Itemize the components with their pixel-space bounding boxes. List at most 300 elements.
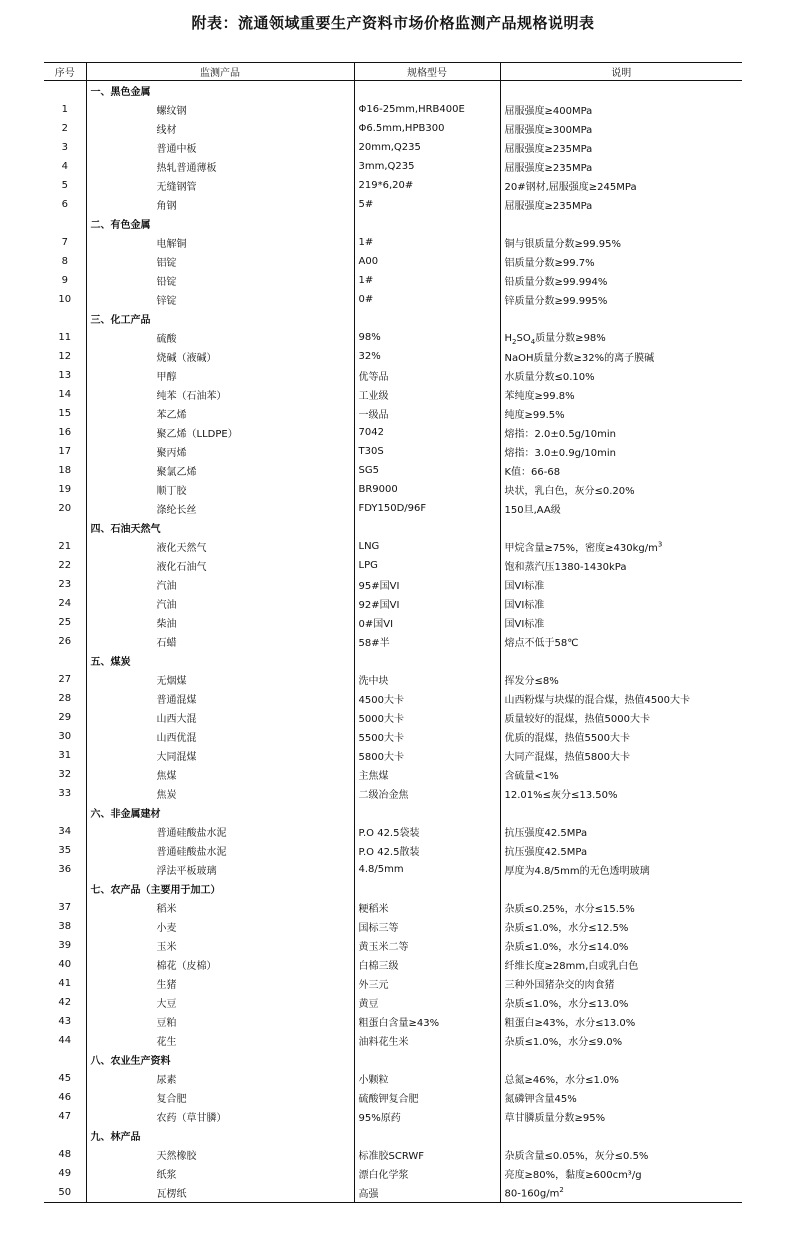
row-seq: 10 <box>58 294 72 305</box>
category-seq-cell <box>44 1050 86 1069</box>
row-product: 纯苯（石油苯） <box>86 385 354 404</box>
row-spec: 硫酸钾复合肥 <box>354 1088 500 1107</box>
table-row <box>44 328 742 347</box>
desc-text: 水质量分数≤0.10% <box>504 372 595 383</box>
row-seq: 8 <box>61 256 68 267</box>
desc-text: K值：66-68 <box>504 467 561 478</box>
category-desc-cell <box>500 81 742 101</box>
row-spec: 粗蛋白含量≥43% <box>354 1012 500 1031</box>
row-spec: 二级冶金焦 <box>354 784 500 803</box>
category-label: 五、煤炭 <box>86 651 354 670</box>
row-desc <box>500 537 742 556</box>
desc-text: 杂质≤1.0%，水分≤9.0% <box>504 1037 623 1048</box>
row-product: 小麦 <box>86 917 354 936</box>
row-seq: 27 <box>58 674 72 685</box>
desc-text: 含硫量<1% <box>504 771 559 782</box>
category-spec-cell <box>354 651 500 670</box>
row-seq: 7 <box>61 237 68 248</box>
row-seq: 18 <box>58 465 72 476</box>
row-spec: 98% <box>354 328 500 347</box>
table-header-row <box>44 63 742 81</box>
category-spec-cell <box>354 803 500 822</box>
desc-text: 挥发分≤8% <box>504 676 559 687</box>
row-desc <box>500 499 742 518</box>
row-desc <box>500 575 742 594</box>
row-spec: 油料花生米 <box>354 1031 500 1050</box>
row-desc <box>500 1183 742 1203</box>
row-desc <box>500 252 742 271</box>
desc-text: 熔点不低于58℃ <box>504 638 579 649</box>
desc-text: 杂质≤1.0%，水分≤14.0% <box>504 942 629 953</box>
row-spec: SG5 <box>354 461 500 480</box>
row-desc <box>500 176 742 195</box>
row-spec: Φ6.5mm,HPB300 <box>354 119 500 138</box>
category-desc-cell <box>500 518 742 537</box>
row-product: 豆粕 <box>86 1012 354 1031</box>
table-row <box>44 1069 742 1088</box>
category-label: 四、石油天然气 <box>86 518 354 537</box>
table-row <box>44 271 742 290</box>
row-seq: 2 <box>61 123 68 134</box>
table-body <box>44 81 742 1203</box>
row-seq: 42 <box>58 997 72 1008</box>
desc-text: 铜与银质量分数≥99.95% <box>504 239 622 250</box>
row-product: 稻米 <box>86 898 354 917</box>
row-seq: 6 <box>61 199 68 210</box>
row-desc <box>500 385 742 404</box>
row-spec: 小颗粒 <box>354 1069 500 1088</box>
row-product: 瓦楞纸 <box>86 1183 354 1203</box>
row-desc <box>500 233 742 252</box>
row-product: 苯乙烯 <box>86 404 354 423</box>
row-product: 生猪 <box>86 974 354 993</box>
desc-formula-h: H <box>504 333 513 344</box>
row-product: 液化天然气 <box>86 537 354 556</box>
row-spec: 标准胶SCRWF <box>354 1145 500 1164</box>
table-row <box>44 404 742 423</box>
row-seq: 31 <box>58 750 72 761</box>
table-row <box>44 632 742 651</box>
row-desc <box>500 594 742 613</box>
category-desc-cell <box>500 879 742 898</box>
row-product: 螺纹钢 <box>86 100 354 119</box>
desc-text: 抗压强度42.5MPa <box>504 828 588 839</box>
category-spec-cell <box>354 214 500 233</box>
table-row <box>44 727 742 746</box>
category-seq-cell <box>44 1126 86 1145</box>
row-seq: 34 <box>58 826 72 837</box>
category-spec-cell <box>354 518 500 537</box>
row-seq: 17 <box>58 446 72 457</box>
row-spec: 7042 <box>354 423 500 442</box>
row-product: 石蜡 <box>86 632 354 651</box>
category-label: 九、林产品 <box>86 1126 354 1145</box>
row-desc <box>500 347 742 366</box>
row-seq: 9 <box>61 275 68 286</box>
row-seq: 49 <box>58 1168 72 1179</box>
row-seq: 28 <box>58 693 72 704</box>
table-row <box>44 955 742 974</box>
row-seq: 20 <box>58 503 72 514</box>
category-desc-cell <box>500 1050 742 1069</box>
category-row <box>44 309 742 328</box>
row-spec: 5500大卡 <box>354 727 500 746</box>
category-label: 三、化工产品 <box>86 309 354 328</box>
row-spec: 漂白化学浆 <box>354 1164 500 1183</box>
table-row <box>44 613 742 632</box>
desc-text: 山西粉煤与块煤的混合煤，热值4500大卡 <box>504 695 690 706</box>
table-row <box>44 841 742 860</box>
category-spec-cell <box>354 1126 500 1145</box>
row-seq: 16 <box>58 427 72 438</box>
row-product: 液化石油气 <box>86 556 354 575</box>
row-spec: 洗中块 <box>354 670 500 689</box>
row-desc <box>500 423 742 442</box>
row-seq: 29 <box>58 712 72 723</box>
row-desc <box>500 917 742 936</box>
table-row <box>44 347 742 366</box>
category-seq-cell <box>44 803 86 822</box>
row-product: 柴油 <box>86 613 354 632</box>
row-desc <box>500 461 742 480</box>
row-desc <box>500 442 742 461</box>
row-seq: 35 <box>58 845 72 856</box>
row-seq: 3 <box>61 142 68 153</box>
row-seq: 48 <box>58 1149 72 1160</box>
row-spec: 32% <box>354 347 500 366</box>
desc-text: 亮度≥80%，黏度≥600cm³/g <box>504 1170 642 1181</box>
row-desc <box>500 119 742 138</box>
row-spec: LPG <box>354 556 500 575</box>
row-spec: P.O 42.5袋装 <box>354 822 500 841</box>
row-spec: 1# <box>354 271 500 290</box>
row-spec: 工业级 <box>354 385 500 404</box>
row-desc <box>500 271 742 290</box>
category-label: 二、有色金属 <box>86 214 354 233</box>
row-product: 农药（草甘膦） <box>86 1107 354 1126</box>
desc-text: 纯度≥99.5% <box>504 410 565 421</box>
row-spec: 5800大卡 <box>354 746 500 765</box>
row-desc <box>500 727 742 746</box>
table-row <box>44 670 742 689</box>
desc-text: 铅质量分数≥99.994% <box>504 277 608 288</box>
row-desc <box>500 1012 742 1031</box>
row-desc <box>500 784 742 803</box>
header-product: 监测产品 <box>86 63 354 81</box>
row-spec: 黄玉米二等 <box>354 936 500 955</box>
row-spec: 5000大卡 <box>354 708 500 727</box>
desc-text: 屈服强度≥235MPa <box>504 163 593 174</box>
row-desc <box>500 822 742 841</box>
desc-formula-so: SO <box>516 333 531 344</box>
row-desc <box>500 1031 742 1050</box>
row-seq: 40 <box>58 959 72 970</box>
desc-text: 厚度为4.8/5mm的无色透明玻璃 <box>504 866 650 877</box>
row-seq: 38 <box>58 921 72 932</box>
row-seq: 14 <box>58 389 72 400</box>
page-title: 附表：流通领域重要生产资料市场价格监测产品规格说明表 <box>191 14 595 32</box>
row-desc <box>500 955 742 974</box>
row-seq: 1 <box>61 104 68 115</box>
category-row <box>44 803 742 822</box>
table-row <box>44 290 742 309</box>
row-desc <box>500 974 742 993</box>
row-product: 复合肥 <box>86 1088 354 1107</box>
row-desc <box>500 1164 742 1183</box>
category-seq-cell <box>44 879 86 898</box>
desc-text: 国VI标准 <box>504 600 545 611</box>
desc-sup: 3 <box>657 540 663 549</box>
row-spec: 优等品 <box>354 366 500 385</box>
row-seq: 41 <box>58 978 72 989</box>
desc-text: 20#钢材,屈服强度≥245MPa <box>504 182 637 193</box>
row-spec: 92#国VI <box>354 594 500 613</box>
category-label: 八、农业生产资料 <box>86 1050 354 1069</box>
table-row <box>44 556 742 575</box>
row-seq: 30 <box>58 731 72 742</box>
row-desc <box>500 860 742 879</box>
category-row <box>44 81 742 101</box>
desc-text: 熔指：3.0±0.9g/10min <box>504 448 616 459</box>
desc-text: 大同产混煤，热值5800大卡 <box>504 752 630 763</box>
row-spec: 外三元 <box>354 974 500 993</box>
row-desc <box>500 936 742 955</box>
row-spec: FDY150D/96F <box>354 499 500 518</box>
row-desc <box>500 708 742 727</box>
desc-text: 杂质≤1.0%，水分≤12.5% <box>504 923 629 934</box>
desc-text: 三种外国猪杂交的肉食猪 <box>504 980 615 991</box>
row-desc <box>500 632 742 651</box>
table-row <box>44 366 742 385</box>
table-row <box>44 822 742 841</box>
row-seq: 43 <box>58 1016 72 1027</box>
row-desc <box>500 613 742 632</box>
row-seq: 45 <box>58 1073 72 1084</box>
row-product: 角钢 <box>86 195 354 214</box>
table-row <box>44 119 742 138</box>
row-product: 普通中板 <box>86 138 354 157</box>
row-desc <box>500 1107 742 1126</box>
desc-text: 12.01%≤灰分≤13.50% <box>504 790 618 801</box>
table-row <box>44 176 742 195</box>
desc-text: 80-160g/m <box>504 1188 560 1200</box>
row-spec: Φ16-25mm,HRB400E <box>354 100 500 119</box>
table-row <box>44 1012 742 1031</box>
table-row <box>44 765 742 784</box>
row-product: 玉米 <box>86 936 354 955</box>
table-row <box>44 689 742 708</box>
row-desc <box>500 841 742 860</box>
row-desc <box>500 100 742 119</box>
header-seq: 序号 <box>44 63 86 81</box>
row-product: 大同混煤 <box>86 746 354 765</box>
desc-text: 抗压强度42.5MPa <box>504 847 588 858</box>
row-product: 山西大混 <box>86 708 354 727</box>
row-seq: 32 <box>58 769 72 780</box>
row-desc <box>500 898 742 917</box>
category-spec-cell <box>354 81 500 101</box>
header-desc: 说明 <box>500 63 742 81</box>
desc-text: 屈服强度≥300MPa <box>504 125 593 136</box>
table-row <box>44 157 742 176</box>
table-row <box>44 917 742 936</box>
category-desc-cell <box>500 1126 742 1145</box>
row-product: 花生 <box>86 1031 354 1050</box>
table-row <box>44 860 742 879</box>
row-spec: 95#国VI <box>354 575 500 594</box>
desc-text: 块状，乳白色，灰分≤0.20% <box>504 486 635 497</box>
header-spec: 规格型号 <box>354 63 500 81</box>
desc-text: 杂质≤0.25%，水分≤15.5% <box>504 904 635 915</box>
row-spec: BR9000 <box>354 480 500 499</box>
row-desc <box>500 328 742 347</box>
row-product: 焦煤 <box>86 765 354 784</box>
row-product: 铝锭 <box>86 252 354 271</box>
row-seq: 36 <box>58 864 72 875</box>
row-product: 电解铜 <box>86 233 354 252</box>
row-spec: 主焦煤 <box>354 765 500 784</box>
desc-text: 屈服强度≥400MPa <box>504 106 593 117</box>
row-product: 热轧普通薄板 <box>86 157 354 176</box>
row-desc <box>500 366 742 385</box>
row-seq: 47 <box>58 1111 72 1122</box>
row-product: 普通硅酸盐水泥 <box>86 841 354 860</box>
category-label: 六、非金属建材 <box>86 803 354 822</box>
desc-text: 饱和蒸汽压1380-1430kPa <box>504 562 627 573</box>
row-product: 山西优混 <box>86 727 354 746</box>
row-product: 天然橡胶 <box>86 1145 354 1164</box>
table-row <box>44 537 742 556</box>
desc-text: 质量分数≥98% <box>535 333 606 344</box>
table-row <box>44 499 742 518</box>
row-spec: T30S <box>354 442 500 461</box>
table-row <box>44 708 742 727</box>
row-desc <box>500 1145 742 1164</box>
row-product: 硫酸 <box>86 328 354 347</box>
table-row <box>44 195 742 214</box>
row-desc <box>500 138 742 157</box>
table-row <box>44 480 742 499</box>
row-seq: 13 <box>58 370 72 381</box>
row-product: 涤纶长丝 <box>86 499 354 518</box>
row-product: 甲醇 <box>86 366 354 385</box>
row-spec: 黄豆 <box>354 993 500 1012</box>
category-seq-cell <box>44 81 86 101</box>
table-row <box>44 461 742 480</box>
desc-text: 屈服强度≥235MPa <box>504 201 593 212</box>
row-desc <box>500 556 742 575</box>
desc-text: 铝质量分数≥99.7% <box>504 258 595 269</box>
row-seq: 21 <box>58 541 72 552</box>
row-desc <box>500 670 742 689</box>
row-spec: 58#半 <box>354 632 500 651</box>
category-row <box>44 879 742 898</box>
desc-text: 熔指：2.0±0.5g/10min <box>504 429 616 440</box>
category-label: 七、农产品（主要用于加工） <box>86 879 354 898</box>
row-spec: 20mm,Q235 <box>354 138 500 157</box>
table-row <box>44 898 742 917</box>
row-seq: 19 <box>58 484 72 495</box>
row-spec: 高强 <box>354 1183 500 1203</box>
desc-text: 优质的混煤，热值5500大卡 <box>504 733 630 744</box>
row-desc <box>500 689 742 708</box>
desc-text: 杂质≤1.0%，水分≤13.0% <box>504 999 629 1010</box>
table-row <box>44 1164 742 1183</box>
table-row <box>44 784 742 803</box>
row-desc <box>500 157 742 176</box>
table-row <box>44 233 742 252</box>
category-seq-cell <box>44 309 86 328</box>
row-spec: 3mm,Q235 <box>354 157 500 176</box>
table-row <box>44 993 742 1012</box>
row-product: 棉花（皮棉） <box>86 955 354 974</box>
row-spec: 国标三等 <box>354 917 500 936</box>
category-spec-cell <box>354 309 500 328</box>
table-row <box>44 1183 742 1203</box>
table-row <box>44 746 742 765</box>
row-seq: 39 <box>58 940 72 951</box>
row-desc <box>500 1069 742 1088</box>
category-label: 一、黑色金属 <box>86 81 354 101</box>
row-desc <box>500 290 742 309</box>
table-row <box>44 974 742 993</box>
row-product: 纸浆 <box>86 1164 354 1183</box>
desc-text: 国VI标准 <box>504 619 545 630</box>
row-spec: P.O 42.5散装 <box>354 841 500 860</box>
row-product: 无缝钢管 <box>86 176 354 195</box>
row-product: 普通硅酸盐水泥 <box>86 822 354 841</box>
row-spec: 1# <box>354 233 500 252</box>
table-row <box>44 594 742 613</box>
row-product: 聚丙烯 <box>86 442 354 461</box>
category-seq-cell <box>44 651 86 670</box>
desc-text: 总氮≥46%，水分≤1.0% <box>504 1075 619 1086</box>
row-desc <box>500 404 742 423</box>
category-row <box>44 518 742 537</box>
row-seq: 23 <box>58 579 72 590</box>
row-seq: 22 <box>58 560 72 571</box>
row-seq: 26 <box>58 636 72 647</box>
row-spec: 一级品 <box>354 404 500 423</box>
row-seq: 15 <box>58 408 72 419</box>
category-desc-cell <box>500 309 742 328</box>
row-spec: 219*6,20# <box>354 176 500 195</box>
row-desc <box>500 195 742 214</box>
row-product: 聚乙烯（LLDPE） <box>86 423 354 442</box>
category-desc-cell <box>500 651 742 670</box>
category-desc-cell <box>500 803 742 822</box>
category-desc-cell <box>500 214 742 233</box>
row-product: 铅锭 <box>86 271 354 290</box>
table-row <box>44 1031 742 1050</box>
row-spec: 95%原药 <box>354 1107 500 1126</box>
row-seq: 11 <box>58 332 72 343</box>
row-spec: A00 <box>354 252 500 271</box>
row-product: 普通混煤 <box>86 689 354 708</box>
row-product: 无烟煤 <box>86 670 354 689</box>
table-row <box>44 100 742 119</box>
row-product: 锌锭 <box>86 290 354 309</box>
row-product: 汽油 <box>86 594 354 613</box>
row-desc <box>500 765 742 784</box>
desc-sup: 2 <box>559 1185 564 1194</box>
row-seq: 12 <box>58 351 72 362</box>
category-row <box>44 214 742 233</box>
table-row <box>44 1107 742 1126</box>
desc-text: 国VI标准 <box>504 581 545 592</box>
category-spec-cell <box>354 879 500 898</box>
row-seq: 46 <box>58 1092 72 1103</box>
